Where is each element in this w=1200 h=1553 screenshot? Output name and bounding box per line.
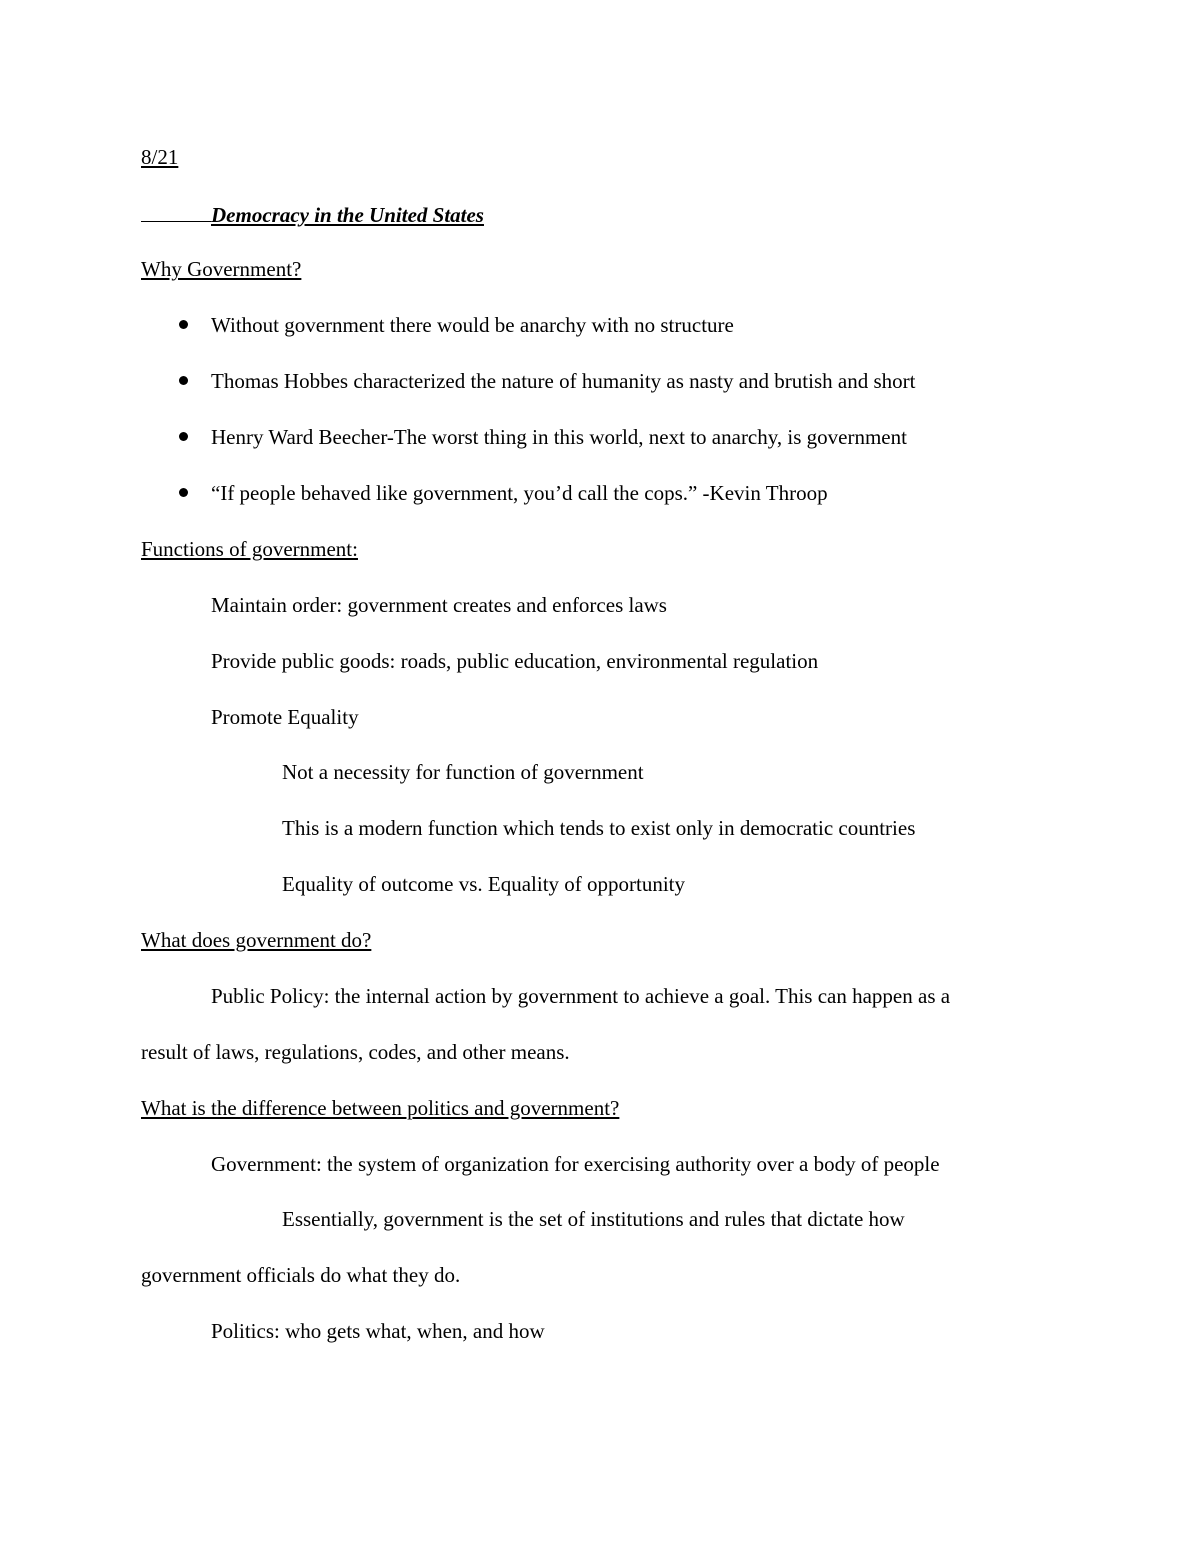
function-item: Provide public goods: roads, public education, environmental regulation — [211, 649, 819, 673]
title-line — [141, 201, 484, 227]
function-item: Maintain order: government creates and enforces laws — [211, 593, 667, 617]
title-leader-line — [141, 201, 211, 222]
bullet-icon — [179, 376, 188, 385]
heading-why-government: Why Government? — [141, 257, 302, 281]
function-subitem: Not a necessity for function of government — [282, 760, 644, 784]
function-item: Promote Equality — [211, 705, 359, 729]
heading-what-does-government-do: What does government do? — [141, 928, 372, 952]
politics-definition: Politics: who gets what, when, and how — [211, 1319, 545, 1343]
bullet-icon — [179, 488, 188, 497]
government-note-line: Essentially, government is the set of institutions and rules that dictate how — [282, 1207, 905, 1231]
government-note-line: government officials do what they do. — [141, 1263, 461, 1287]
bullet-icon — [179, 432, 188, 441]
bullet-item: Without government there would be anarchy with no structure — [211, 313, 734, 337]
bullet-item: Thomas Hobbes characterized the nature of humanity as nasty and brutish and short — [211, 369, 916, 393]
public-policy-paragraph-line: result of laws, regulations, codes, and other means. — [141, 1040, 570, 1064]
function-subitem: This is a modern function which tends to exist only in democratic countries — [282, 816, 916, 840]
heading-functions-of-government: Functions of government: — [141, 537, 358, 561]
public-policy-paragraph-line: Public Policy: the internal action by government to achieve a goal. This can happen as a — [211, 984, 951, 1008]
bullet-icon — [179, 320, 188, 329]
function-subitem: Equality of outcome vs. Equality of opportunity — [282, 872, 686, 896]
heading-politics-vs-government: What is the difference between politics and government? — [141, 1096, 620, 1120]
document-title: Democracy in the United States — [211, 203, 484, 227]
bullet-item: Henry Ward Beecher-The worst thing in this world, next to anarchy, is government — [211, 425, 907, 449]
bullet-item: “If people behaved like government, you’d call the cops.” -Kevin Throop — [211, 481, 828, 505]
government-definition: Government: the system of organization for exercising authority over a body of people — [211, 1152, 940, 1176]
date: 8/21 — [141, 145, 179, 169]
